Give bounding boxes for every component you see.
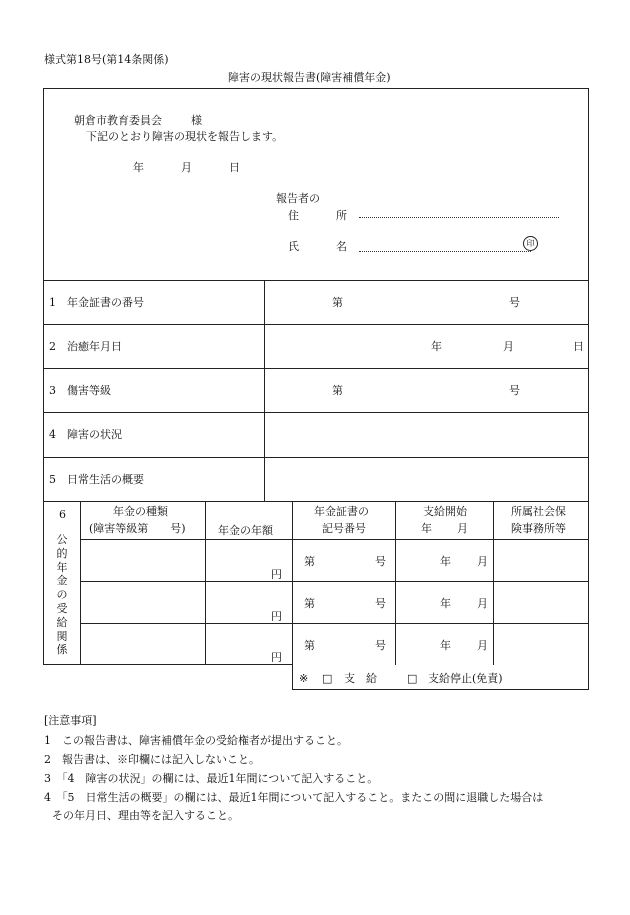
report-statement: 下記のとおり障害の現状を報告します。 bbox=[86, 130, 284, 143]
date-day: 日 bbox=[229, 161, 240, 174]
header-cert-line1: 年金証書の bbox=[314, 505, 369, 518]
item-daily-life-label: 5 日常生活の概要 bbox=[49, 473, 144, 486]
row-month: 月 bbox=[477, 555, 488, 568]
item-cert-number-label: 1 年金証書の番号 bbox=[49, 296, 144, 309]
section6-vertical-title: 公的年金の受給関係 bbox=[56, 533, 68, 657]
row-yen: 円 bbox=[271, 610, 282, 623]
row-go: 号 bbox=[375, 597, 386, 610]
seal-icon: 印 bbox=[523, 236, 538, 251]
note-item: 3 「4 障害の状況」の欄には、最近1年間について記入すること。 bbox=[44, 772, 379, 785]
header-office-line1: 所属社会保 bbox=[511, 505, 566, 518]
header-pension-grade: (障害等級第 号) bbox=[89, 522, 186, 535]
address-label-1: 住 bbox=[288, 209, 299, 222]
stop-label: 支給停止(免責) bbox=[428, 672, 503, 685]
header-start-month: 月 bbox=[457, 522, 468, 535]
addressee-suffix: 様 bbox=[191, 114, 202, 127]
notes-heading: [注意事項] bbox=[44, 714, 97, 727]
name-label-1: 氏 bbox=[288, 240, 299, 253]
row-dai: 第 bbox=[304, 597, 315, 610]
date-month: 月 bbox=[181, 161, 192, 174]
header-pension-type: 年金の種類 bbox=[113, 505, 168, 518]
item-grade-label: 3 傷害等級 bbox=[49, 384, 111, 397]
header-cert-line2: 記号番号 bbox=[322, 522, 366, 535]
row-yen: 円 bbox=[271, 568, 282, 581]
header-start: 支給開始 bbox=[423, 505, 467, 518]
pay-checkbox[interactable]: □ bbox=[322, 672, 333, 685]
row-dai: 第 bbox=[304, 639, 315, 652]
item-recovery-year: 年 bbox=[431, 340, 442, 353]
row-year: 年 bbox=[440, 597, 451, 610]
item-recovery-date-label: 2 治癒年月日 bbox=[49, 340, 122, 353]
addressee: 朝倉市教育委員会 bbox=[74, 114, 162, 127]
item-condition-label: 4 障害の状況 bbox=[49, 428, 122, 441]
header-office-line2: 険事務所等 bbox=[511, 522, 566, 535]
address-label-2: 所 bbox=[336, 209, 347, 222]
name-label-2: 名 bbox=[336, 240, 347, 253]
reporter-label: 報告者の bbox=[276, 192, 320, 205]
row-month: 月 bbox=[477, 639, 488, 652]
header-start-year: 年 bbox=[421, 522, 432, 535]
note-item: 4 「5 日常生活の概要」の欄には、最近1年間について記入すること。またこの間に退職した場合は bbox=[44, 791, 544, 804]
note-item: 2 報告書は、※印欄には記入しないこと。 bbox=[44, 753, 260, 766]
office-use-mark: ※ bbox=[299, 672, 309, 685]
stop-checkbox[interactable]: □ bbox=[407, 672, 418, 685]
form-number: 様式第18号(第14条関係) bbox=[44, 53, 169, 66]
item-grade-go: 号 bbox=[509, 384, 520, 397]
row-month: 月 bbox=[477, 597, 488, 610]
header-annual-amount: 年金の年額 bbox=[218, 524, 273, 537]
address-field[interactable] bbox=[359, 217, 559, 218]
item-recovery-month: 月 bbox=[503, 340, 514, 353]
row-year: 年 bbox=[440, 639, 451, 652]
note-item: 1 この報告書は、障害補償年金の受給権者が提出すること。 bbox=[44, 734, 348, 747]
row-year: 年 bbox=[440, 555, 451, 568]
note-item-continuation: その年月日、理由等を記入すること。 bbox=[52, 809, 239, 822]
row-dai: 第 bbox=[304, 555, 315, 568]
row-go: 号 bbox=[375, 639, 386, 652]
item-grade-dai: 第 bbox=[332, 384, 343, 397]
pay-label: 支 給 bbox=[344, 672, 377, 685]
row-go: 号 bbox=[375, 555, 386, 568]
item-cert-number-go: 号 bbox=[509, 296, 520, 309]
section6-number: 6 bbox=[59, 508, 66, 521]
form-title: 障害の現状報告書(障害補償年金) bbox=[228, 71, 391, 84]
item-recovery-day: 日 bbox=[573, 340, 584, 353]
name-field[interactable] bbox=[359, 251, 531, 252]
row-yen: 円 bbox=[271, 651, 282, 664]
date-year: 年 bbox=[133, 161, 144, 174]
item-cert-number-dai: 第 bbox=[332, 296, 343, 309]
